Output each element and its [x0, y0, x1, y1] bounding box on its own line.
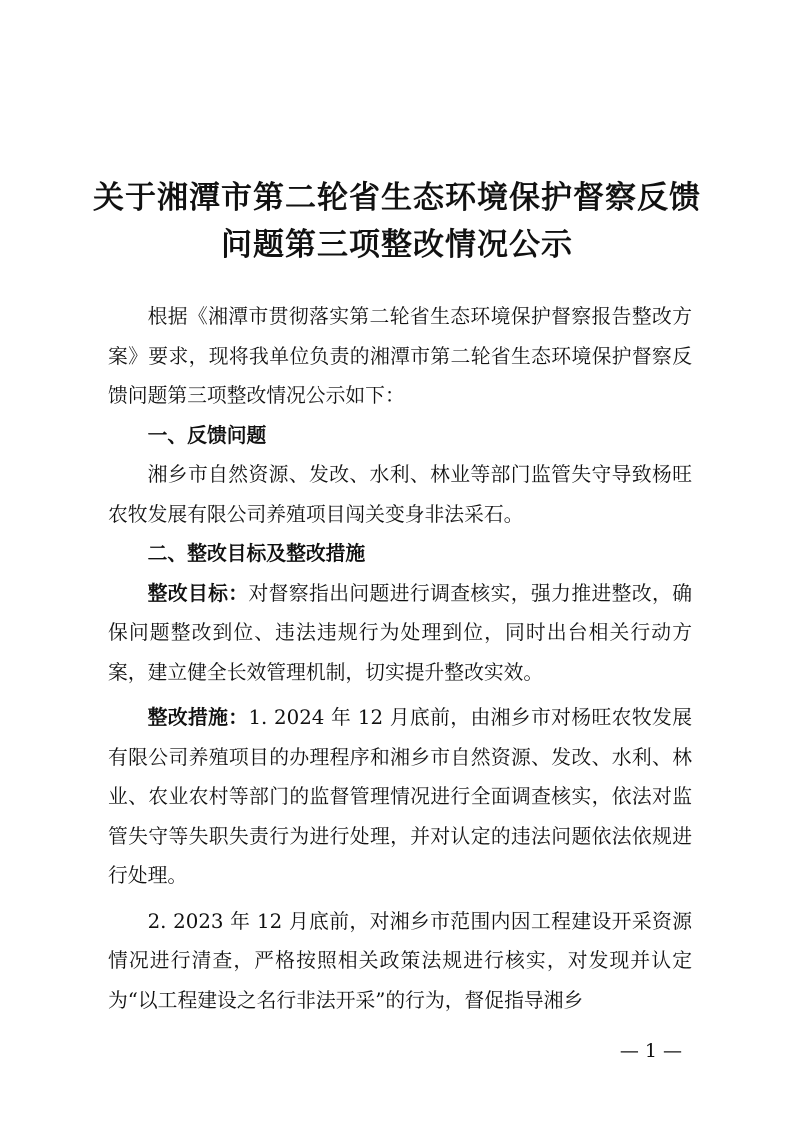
measure-1-text: 1. 2024 年 12 月底前，由湘乡市对杨旺农牧发展有限公司养殖项目的办理程序和湘乡市自然资源、发改、水利、林业、农业农村等部门的监督管理情况进行全面调查核实，依法对监管失守等失职失责行为进行处理，并对认定的违法问题依法依规进行处理。	[108, 706, 692, 887]
measure-2-paragraph: 2. 2023 年 12 月底前，对湘乡市范围内因工程建设开采资源情况进行清查，严格按照相关政策法规进行核实，对发现并认定为“以工程建设之名行非法开采”的行为，督促指导湘乡	[108, 909, 692, 1012]
goal-text: 对督察指出问题进行调查核实，强力推进整改，确保问题整改到位、违法违规行为处理到位，同时出台相关行动方案，建立健全长效管理机制，切实提升整改实效。	[108, 581, 692, 684]
goal-paragraph	[108, 574, 692, 693]
page-number: — 1 —	[619, 1040, 682, 1062]
measures-paragraph	[108, 698, 692, 896]
goal-label: 整改目标：	[147, 581, 249, 605]
document-title-line-2: 问题第三项整改情况公示	[221, 227, 573, 263]
measures-label: 整改措施：	[147, 706, 249, 729]
section-1-heading: 一、反馈问题	[147, 423, 267, 447]
section-2-heading: 二、整改目标及整改措施	[147, 542, 366, 565]
intro-paragraph: 根据《湘潭市贯彻落实第二轮省生态环境保护督察报告整改方案》要求，现将我单位负责的湘潭市第二轮省生态环境保护督察反馈问题第三项整改情况公示如下：	[108, 305, 692, 407]
document-title-line-1: 关于湘潭市第二轮省生态环境保护督察反馈	[93, 180, 701, 216]
document-body	[108, 297, 692, 1020]
section-1-text: 湘乡市自然资源、发改、水利、林业等部门监管失守导致杨旺农牧发展有限公司养殖项目闯关变身非法采石。	[108, 463, 692, 526]
